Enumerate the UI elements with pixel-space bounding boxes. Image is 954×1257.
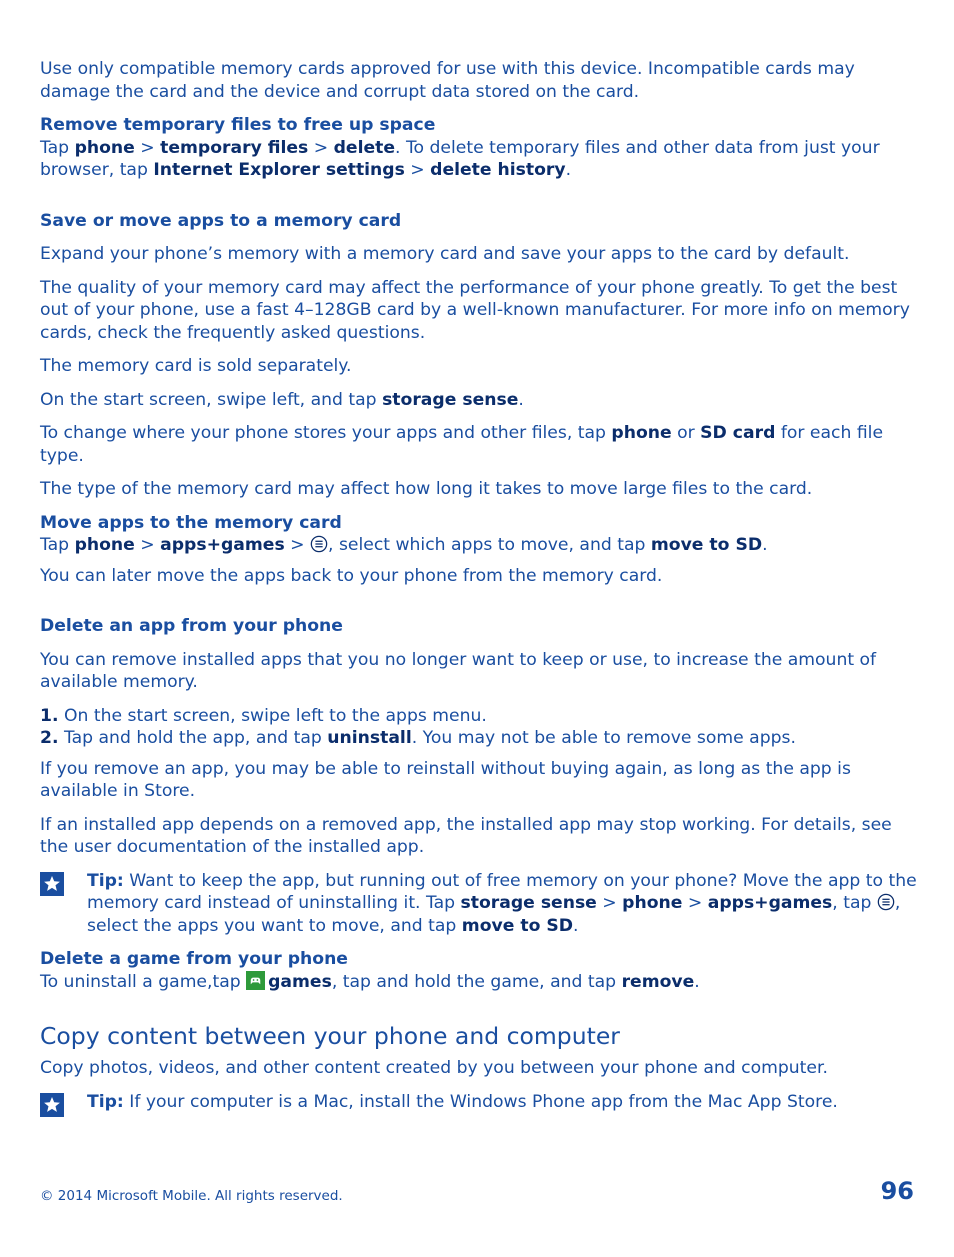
delete-app-heading: Delete an app from your phone bbox=[40, 616, 343, 636]
tip-mac bbox=[40, 1091, 920, 1114]
move-apps-p2: You can later move the apps back to your phone from the memory card. bbox=[40, 565, 663, 586]
save-move-heading: Save or move apps to a memory card bbox=[40, 210, 402, 231]
tip-mac-text: Tip: If your computer is a Mac, install the Windows Phone app from the Mac App Store. bbox=[87, 1091, 838, 1112]
tip-keep-app-text: Tip: Want to keep the app, but running out of free memory on your phone? Move the app to the memory card instead of uninstalling it. Tap storage sense > phone > apps+games, tap , select the apps you want to move, and tap move to SD. bbox=[87, 870, 917, 936]
star-icon bbox=[40, 1093, 64, 1117]
delete-app-p2: If you remove an app, you may be able to reinstall without buying again, as long as the app is available in Store. bbox=[40, 758, 851, 801]
list-menu-icon bbox=[877, 893, 895, 911]
phone-link: phone bbox=[74, 137, 135, 158]
games-icon bbox=[246, 971, 265, 990]
list-menu-icon bbox=[310, 535, 328, 553]
save-move-p3: The memory card is sold separately. bbox=[40, 356, 352, 376]
delete-game-instructions: To uninstall a game,tap games, tap and hold the game, and tap remove. bbox=[40, 971, 700, 992]
copyright: © 2014 Microsoft Mobile. All rights reserved. bbox=[40, 1188, 343, 1204]
save-move-p4: On the start screen, swipe left, and tap storage sense. bbox=[40, 389, 524, 410]
remove-temp-paragraph: Tap phone > temporary files > delete. To delete temporary files and other data from just your browser, tap Internet Explorer settings > delete history. bbox=[40, 137, 880, 180]
delete-app-p3: If an installed app depends on a removed app, the installed app may stop working. For details, see the user documentation of the installed app. bbox=[40, 814, 892, 857]
delete-game-heading: Delete a game from your phone bbox=[40, 949, 348, 969]
copy-content-heading: Copy content between your phone and computer bbox=[40, 1022, 620, 1050]
copy-content-p1: Copy photos, videos, and other content created by you between your phone and computer. bbox=[40, 1058, 828, 1078]
delete-app-step1: 1. On the start screen, swipe left to the apps menu. bbox=[40, 705, 487, 726]
delete-app-step2: 2. Tap and hold the app, and tap uninstall. You may not be able to remove some apps. bbox=[40, 728, 796, 748]
page-content bbox=[40, 58, 920, 1113]
remove-temp-heading: Remove temporary files to free up space bbox=[40, 115, 436, 135]
page-number: 96 bbox=[880, 1177, 914, 1205]
star-icon bbox=[40, 872, 64, 896]
save-move-p5: To change where your phone stores your apps and other files, tap phone or SD card for each file type. bbox=[40, 423, 884, 466]
move-apps-heading: Move apps to the memory card bbox=[40, 512, 342, 533]
tip-keep-app bbox=[40, 870, 920, 938]
delete-app-p1: You can remove installed apps that you no longer want to keep or use, to increase the amount of available memory. bbox=[40, 649, 877, 692]
save-move-p1: Expand your phone’s memory with a memory card and save your apps to the card by default. bbox=[40, 244, 850, 264]
intro-paragraph: Use only compatible memory cards approved for use with this device. Incompatible cards may damage the card and the device and corrupt data stored on the card. bbox=[40, 59, 855, 102]
save-move-p6: The type of the memory card may affect how long it takes to move large files to the card. bbox=[40, 479, 813, 499]
save-move-p2: The quality of your memory card may affect the performance of your phone greatly. To get the best out of your phone, use a fast 4–128GB card by a well-known manufacturer. For more info on memory cards, check the frequently asked questions. bbox=[40, 277, 910, 343]
move-apps-instructions: Tap phone > apps+games > , select which apps to move, and tap move to SD. bbox=[40, 535, 768, 555]
